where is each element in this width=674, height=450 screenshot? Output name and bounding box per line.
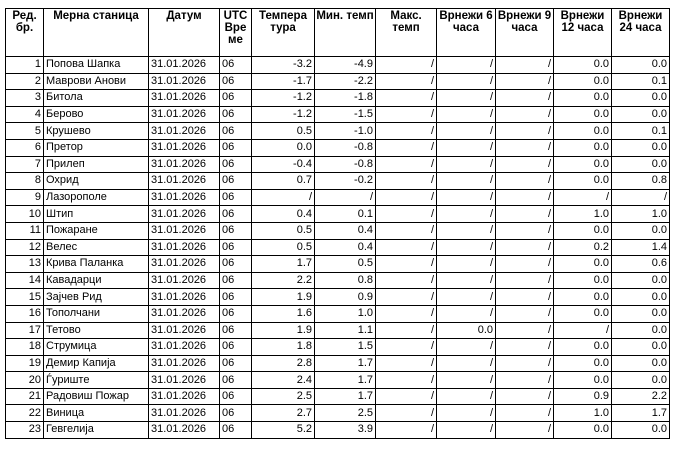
cell-utc: 06 <box>220 322 252 339</box>
cell-precip-12h: 0.0 <box>554 289 612 306</box>
cell-rank: 19 <box>6 355 44 372</box>
cell-station: Гевгелија <box>44 422 149 439</box>
cell-date: 31.01.2026 <box>149 422 220 439</box>
header-utc-time: UTC Вре ме <box>220 9 252 57</box>
cell-utc: 06 <box>220 239 252 256</box>
cell-precip-24h: 0.0 <box>612 355 670 372</box>
cell-temperature: 1.7 <box>252 256 315 273</box>
cell-precip-9h: / <box>496 305 554 322</box>
cell-precip-24h: 0.0 <box>612 372 670 389</box>
cell-max-temp: / <box>376 272 437 289</box>
cell-precip-9h: / <box>496 222 554 239</box>
cell-precip-9h: / <box>496 355 554 372</box>
cell-precip-6h: / <box>437 73 496 90</box>
cell-precip-9h: / <box>496 123 554 140</box>
cell-min-temp: -1.5 <box>315 106 376 123</box>
table-row <box>6 305 670 322</box>
cell-max-temp: / <box>376 189 437 206</box>
cell-precip-24h: 2.2 <box>612 388 670 405</box>
cell-precip-12h: 0.0 <box>554 156 612 173</box>
cell-precip-6h: / <box>437 355 496 372</box>
cell-precip-6h: / <box>437 388 496 405</box>
cell-date: 31.01.2026 <box>149 189 220 206</box>
cell-precip-12h: 0.2 <box>554 239 612 256</box>
cell-temperature: / <box>252 189 315 206</box>
cell-min-temp: -4.9 <box>315 57 376 74</box>
cell-date: 31.01.2026 <box>149 256 220 273</box>
cell-rank: 5 <box>6 123 44 140</box>
cell-temperature: 1.8 <box>252 339 315 356</box>
cell-date: 31.01.2026 <box>149 57 220 74</box>
cell-utc: 06 <box>220 222 252 239</box>
cell-precip-12h: / <box>554 189 612 206</box>
cell-precip-6h: / <box>437 156 496 173</box>
cell-temperature: -0.4 <box>252 156 315 173</box>
cell-date: 31.01.2026 <box>149 123 220 140</box>
cell-precip-9h: / <box>496 57 554 74</box>
cell-rank: 10 <box>6 206 44 223</box>
cell-precip-12h: 1.0 <box>554 206 612 223</box>
cell-max-temp: / <box>376 106 437 123</box>
cell-precip-9h: / <box>496 206 554 223</box>
cell-station: Крива Паланка <box>44 256 149 273</box>
table-row <box>6 106 670 123</box>
cell-precip-9h: / <box>496 173 554 190</box>
cell-station: Радовиш Пожар <box>44 388 149 405</box>
cell-min-temp: 1.5 <box>315 339 376 356</box>
cell-rank: 20 <box>6 372 44 389</box>
cell-precip-24h: 0.0 <box>612 156 670 173</box>
header-temperature: Темпера тура <box>252 9 315 57</box>
cell-precip-6h: / <box>437 339 496 356</box>
cell-precip-9h: / <box>496 272 554 289</box>
cell-max-temp: / <box>376 256 437 273</box>
cell-station: Битола <box>44 90 149 107</box>
cell-temperature: 2.7 <box>252 405 315 422</box>
cell-utc: 06 <box>220 272 252 289</box>
cell-date: 31.01.2026 <box>149 206 220 223</box>
cell-max-temp: / <box>376 123 437 140</box>
weather-stations-table <box>5 8 670 439</box>
cell-precip-12h: 0.0 <box>554 139 612 156</box>
cell-precip-9h: / <box>496 189 554 206</box>
cell-precip-24h: 0.0 <box>612 106 670 123</box>
cell-precip-12h: 1.0 <box>554 405 612 422</box>
cell-station: Крушево <box>44 123 149 140</box>
table-body <box>6 57 670 439</box>
cell-min-temp: 1.0 <box>315 305 376 322</box>
cell-precip-12h: 0.0 <box>554 222 612 239</box>
cell-date: 31.01.2026 <box>149 90 220 107</box>
cell-temperature: 5.2 <box>252 422 315 439</box>
cell-precip-9h: / <box>496 372 554 389</box>
cell-temperature: 0.5 <box>252 222 315 239</box>
cell-precip-12h: 0.0 <box>554 272 612 289</box>
cell-precip-24h: 0.0 <box>612 272 670 289</box>
cell-max-temp: / <box>376 372 437 389</box>
cell-rank: 15 <box>6 289 44 306</box>
header-min-temp: Мин. темп <box>315 9 376 57</box>
cell-precip-12h: 0.0 <box>554 372 612 389</box>
cell-precip-9h: / <box>496 156 554 173</box>
cell-max-temp: / <box>376 422 437 439</box>
table-row <box>6 388 670 405</box>
table-row <box>6 57 670 74</box>
cell-station: Берово <box>44 106 149 123</box>
cell-utc: 06 <box>220 256 252 273</box>
cell-temperature: 1.9 <box>252 289 315 306</box>
cell-precip-6h: / <box>437 90 496 107</box>
cell-temperature: 2.2 <box>252 272 315 289</box>
cell-max-temp: / <box>376 355 437 372</box>
cell-max-temp: / <box>376 289 437 306</box>
cell-utc: 06 <box>220 90 252 107</box>
table-row <box>6 289 670 306</box>
cell-precip-24h: 0.0 <box>612 222 670 239</box>
cell-temperature: 0.5 <box>252 123 315 140</box>
cell-precip-24h: 1.4 <box>612 239 670 256</box>
cell-date: 31.01.2026 <box>149 372 220 389</box>
cell-min-temp: 0.9 <box>315 289 376 306</box>
cell-precip-6h: / <box>437 206 496 223</box>
cell-min-temp: -1.0 <box>315 123 376 140</box>
cell-rank: 8 <box>6 173 44 190</box>
cell-rank: 4 <box>6 106 44 123</box>
cell-precip-24h: 0.0 <box>612 305 670 322</box>
table-row <box>6 355 670 372</box>
cell-precip-9h: / <box>496 322 554 339</box>
header-precip-6h: Врнежи 6 часа <box>437 9 496 57</box>
cell-rank: 12 <box>6 239 44 256</box>
cell-utc: 06 <box>220 173 252 190</box>
cell-utc: 06 <box>220 189 252 206</box>
cell-precip-6h: / <box>437 289 496 306</box>
table-row <box>6 239 670 256</box>
cell-precip-6h: / <box>437 256 496 273</box>
cell-station: Тополчани <box>44 305 149 322</box>
cell-rank: 1 <box>6 57 44 74</box>
cell-rank: 7 <box>6 156 44 173</box>
cell-max-temp: / <box>376 90 437 107</box>
cell-date: 31.01.2026 <box>149 272 220 289</box>
cell-temperature: -1.7 <box>252 73 315 90</box>
cell-min-temp: 0.1 <box>315 206 376 223</box>
cell-precip-24h: 0.0 <box>612 322 670 339</box>
table-row <box>6 73 670 90</box>
cell-temperature: 1.9 <box>252 322 315 339</box>
cell-date: 31.01.2026 <box>149 289 220 306</box>
weather-stations-table-container <box>5 8 670 439</box>
cell-max-temp: / <box>376 206 437 223</box>
cell-station: Попова Шапка <box>44 57 149 74</box>
cell-min-temp: 2.5 <box>315 405 376 422</box>
cell-min-temp: 3.9 <box>315 422 376 439</box>
cell-precip-6h: 0.0 <box>437 322 496 339</box>
cell-rank: 9 <box>6 189 44 206</box>
cell-precip-9h: / <box>496 73 554 90</box>
cell-station: Ѓуриште <box>44 372 149 389</box>
cell-precip-9h: / <box>496 139 554 156</box>
cell-temperature: 0.4 <box>252 206 315 223</box>
cell-precip-9h: / <box>496 339 554 356</box>
table-row <box>6 189 670 206</box>
cell-min-temp: -2.2 <box>315 73 376 90</box>
cell-min-temp: 0.4 <box>315 239 376 256</box>
cell-station: Пожаране <box>44 222 149 239</box>
cell-utc: 06 <box>220 388 252 405</box>
table-row <box>6 272 670 289</box>
cell-max-temp: / <box>376 339 437 356</box>
table-row <box>6 422 670 439</box>
table-row <box>6 123 670 140</box>
cell-precip-6h: / <box>437 189 496 206</box>
cell-precip-12h: 0.0 <box>554 123 612 140</box>
header-precip-9h: Врнежи 9 часа <box>496 9 554 57</box>
cell-utc: 06 <box>220 422 252 439</box>
cell-utc: 06 <box>220 57 252 74</box>
cell-utc: 06 <box>220 289 252 306</box>
cell-precip-24h: 0.8 <box>612 173 670 190</box>
header-precip-24h: Врнежи 24 часа <box>612 9 670 57</box>
cell-min-temp: 0.5 <box>315 256 376 273</box>
cell-station: Демир Капија <box>44 355 149 372</box>
table-row <box>6 405 670 422</box>
cell-date: 31.01.2026 <box>149 405 220 422</box>
cell-station: Велес <box>44 239 149 256</box>
cell-temperature: -3.2 <box>252 57 315 74</box>
cell-station: Прилеп <box>44 156 149 173</box>
cell-utc: 06 <box>220 73 252 90</box>
cell-utc: 06 <box>220 355 252 372</box>
header-station: Мерна станица <box>44 9 149 57</box>
table-row <box>6 339 670 356</box>
cell-date: 31.01.2026 <box>149 156 220 173</box>
cell-precip-12h: 0.0 <box>554 90 612 107</box>
cell-max-temp: / <box>376 173 437 190</box>
cell-precip-6h: / <box>437 57 496 74</box>
cell-precip-12h: 0.0 <box>554 173 612 190</box>
cell-rank: 14 <box>6 272 44 289</box>
cell-utc: 06 <box>220 139 252 156</box>
cell-max-temp: / <box>376 322 437 339</box>
cell-max-temp: / <box>376 388 437 405</box>
cell-rank: 6 <box>6 139 44 156</box>
cell-precip-12h: 0.0 <box>554 73 612 90</box>
cell-min-temp: -1.8 <box>315 90 376 107</box>
cell-precip-9h: / <box>496 405 554 422</box>
cell-precip-6h: / <box>437 139 496 156</box>
cell-temperature: 1.6 <box>252 305 315 322</box>
table-row <box>6 372 670 389</box>
cell-temperature: 0.5 <box>252 239 315 256</box>
cell-date: 31.01.2026 <box>149 355 220 372</box>
cell-precip-24h: 0.0 <box>612 57 670 74</box>
cell-rank: 2 <box>6 73 44 90</box>
cell-rank: 23 <box>6 422 44 439</box>
cell-rank: 11 <box>6 222 44 239</box>
cell-date: 31.01.2026 <box>149 73 220 90</box>
cell-utc: 06 <box>220 206 252 223</box>
cell-min-temp: -0.8 <box>315 139 376 156</box>
cell-station: Виница <box>44 405 149 422</box>
cell-precip-24h: 0.0 <box>612 289 670 306</box>
cell-precip-9h: / <box>496 422 554 439</box>
cell-max-temp: / <box>376 239 437 256</box>
cell-min-temp: 0.8 <box>315 272 376 289</box>
cell-min-temp: / <box>315 189 376 206</box>
cell-min-temp: 0.4 <box>315 222 376 239</box>
table-row <box>6 206 670 223</box>
cell-precip-9h: / <box>496 239 554 256</box>
cell-rank: 16 <box>6 305 44 322</box>
cell-min-temp: 1.7 <box>315 388 376 405</box>
table-row <box>6 256 670 273</box>
cell-precip-9h: / <box>496 388 554 405</box>
cell-precip-24h: 1.0 <box>612 206 670 223</box>
cell-temperature: 2.8 <box>252 355 315 372</box>
table-row <box>6 222 670 239</box>
cell-precip-24h: / <box>612 189 670 206</box>
cell-precip-12h: 0.0 <box>554 57 612 74</box>
cell-precip-6h: / <box>437 106 496 123</box>
cell-precip-24h: 0.6 <box>612 256 670 273</box>
cell-min-temp: 1.7 <box>315 355 376 372</box>
cell-station: Струмица <box>44 339 149 356</box>
cell-precip-6h: / <box>437 405 496 422</box>
cell-precip-12h: 0.9 <box>554 388 612 405</box>
cell-date: 31.01.2026 <box>149 139 220 156</box>
header-max-temp: Макс. темп <box>376 9 437 57</box>
cell-station: Штип <box>44 206 149 223</box>
cell-date: 31.01.2026 <box>149 173 220 190</box>
cell-station: Охрид <box>44 173 149 190</box>
cell-date: 31.01.2026 <box>149 388 220 405</box>
cell-rank: 3 <box>6 90 44 107</box>
cell-date: 31.01.2026 <box>149 305 220 322</box>
cell-date: 31.01.2026 <box>149 339 220 356</box>
table-header-row <box>6 9 670 57</box>
cell-rank: 18 <box>6 339 44 356</box>
table-row <box>6 156 670 173</box>
cell-max-temp: / <box>376 305 437 322</box>
cell-precip-6h: / <box>437 422 496 439</box>
cell-precip-24h: 0.0 <box>612 339 670 356</box>
cell-date: 31.01.2026 <box>149 222 220 239</box>
cell-precip-9h: / <box>496 106 554 123</box>
cell-precip-9h: / <box>496 90 554 107</box>
cell-utc: 06 <box>220 372 252 389</box>
cell-station: Лазорополе <box>44 189 149 206</box>
cell-station: Маврови Анови <box>44 73 149 90</box>
cell-temperature: 2.5 <box>252 388 315 405</box>
cell-date: 31.01.2026 <box>149 106 220 123</box>
cell-precip-6h: / <box>437 272 496 289</box>
cell-temperature: 2.4 <box>252 372 315 389</box>
cell-precip-12h: 0.0 <box>554 355 612 372</box>
cell-precip-6h: / <box>437 372 496 389</box>
cell-rank: 13 <box>6 256 44 273</box>
cell-station: Тетово <box>44 322 149 339</box>
cell-precip-24h: 0.0 <box>612 90 670 107</box>
cell-precip-6h: / <box>437 222 496 239</box>
cell-precip-24h: 0.1 <box>612 73 670 90</box>
cell-max-temp: / <box>376 156 437 173</box>
cell-min-temp: -0.2 <box>315 173 376 190</box>
cell-precip-6h: / <box>437 173 496 190</box>
cell-utc: 06 <box>220 405 252 422</box>
cell-rank: 17 <box>6 322 44 339</box>
cell-rank: 22 <box>6 405 44 422</box>
cell-temperature: 0.0 <box>252 139 315 156</box>
cell-max-temp: / <box>376 57 437 74</box>
cell-date: 31.01.2026 <box>149 322 220 339</box>
cell-station: Кавадарци <box>44 272 149 289</box>
cell-utc: 06 <box>220 123 252 140</box>
cell-precip-12h: 0.0 <box>554 256 612 273</box>
table-row <box>6 90 670 107</box>
cell-precip-24h: 0.0 <box>612 139 670 156</box>
header-date: Датум <box>149 9 220 57</box>
table-row <box>6 139 670 156</box>
cell-min-temp: -0.8 <box>315 156 376 173</box>
cell-precip-9h: / <box>496 289 554 306</box>
cell-precip-12h: 0.0 <box>554 305 612 322</box>
cell-max-temp: / <box>376 222 437 239</box>
cell-rank: 21 <box>6 388 44 405</box>
header-rank: Ред. бр. <box>6 9 44 57</box>
cell-max-temp: / <box>376 139 437 156</box>
cell-precip-12h: / <box>554 322 612 339</box>
cell-date: 31.01.2026 <box>149 239 220 256</box>
cell-utc: 06 <box>220 106 252 123</box>
cell-min-temp: 1.1 <box>315 322 376 339</box>
table-row <box>6 173 670 190</box>
cell-utc: 06 <box>220 305 252 322</box>
cell-precip-12h: 0.0 <box>554 339 612 356</box>
cell-precip-24h: 0.1 <box>612 123 670 140</box>
table-row <box>6 322 670 339</box>
cell-temperature: -1.2 <box>252 90 315 107</box>
cell-precip-9h: / <box>496 256 554 273</box>
cell-precip-24h: 0.0 <box>612 422 670 439</box>
cell-temperature: -1.2 <box>252 106 315 123</box>
cell-precip-12h: 0.0 <box>554 106 612 123</box>
cell-max-temp: / <box>376 405 437 422</box>
header-precip-12h: Врнежи 12 часа <box>554 9 612 57</box>
cell-precip-6h: / <box>437 305 496 322</box>
cell-max-temp: / <box>376 73 437 90</box>
cell-precip-12h: 0.0 <box>554 422 612 439</box>
cell-min-temp: 1.7 <box>315 372 376 389</box>
cell-temperature: 0.7 <box>252 173 315 190</box>
cell-station: Зајчев Рид <box>44 289 149 306</box>
cell-precip-6h: / <box>437 123 496 140</box>
cell-utc: 06 <box>220 156 252 173</box>
cell-precip-24h: 1.7 <box>612 405 670 422</box>
cell-station: Претор <box>44 139 149 156</box>
cell-utc: 06 <box>220 339 252 356</box>
cell-precip-6h: / <box>437 239 496 256</box>
